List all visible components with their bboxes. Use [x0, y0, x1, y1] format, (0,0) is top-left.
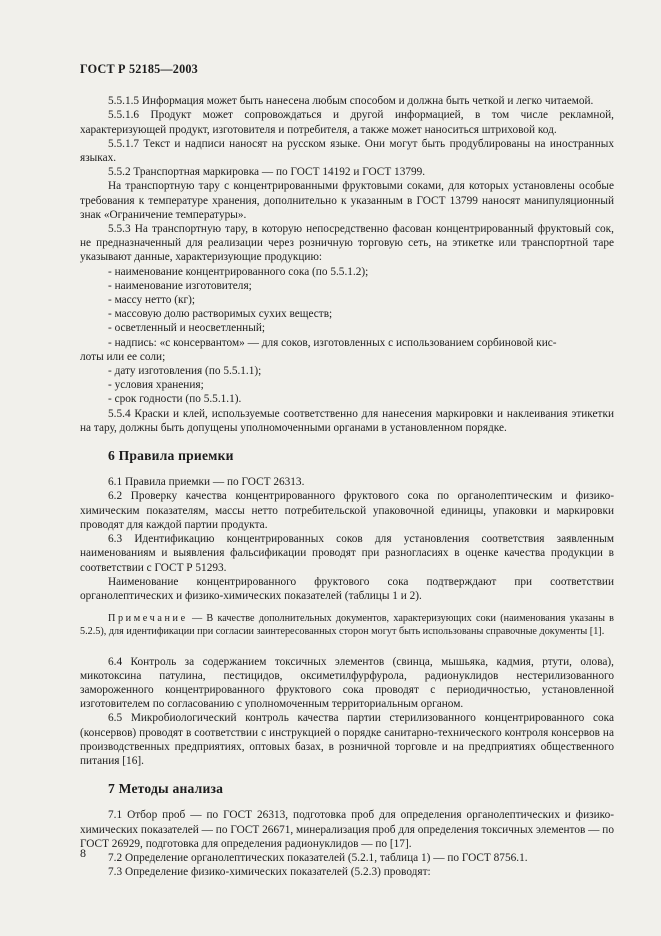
list-item: - массовую долю растворимых сухих веществ;	[108, 308, 333, 321]
note	[80, 612, 614, 638]
paragraph-5-5-4: 5.5.4 Краски и клей, используемые соответственно для нанесения маркировки и наклеивания этикетки на тару, должны быть допущены уполномоченными органами в установленном порядке.	[80, 407, 614, 434]
note-label: Примечание	[108, 613, 188, 625]
section-6-heading: 6 Правила приемки	[108, 448, 234, 464]
list-item-continuation: лоты или ее соли;	[80, 350, 166, 363]
section-7-heading: 7 Методы анализа	[108, 781, 224, 797]
list-item: - надпись: «с консервантом» — для соков, изготовленных с использованием сорбиновой кис-	[108, 336, 557, 349]
list-item: - наименование концентрированного сока (по 5.5.1.2);	[108, 265, 369, 278]
paragraph-5-5-2: 5.5.2 Транспортная маркировка — по ГОСТ 14192 и ГОСТ 13799.	[108, 166, 426, 179]
list-item: - осветленный и неосветленный;	[108, 322, 265, 335]
paragraph-6-2: 6.2 Проверку качества концентрированного фруктового сока по органолептическим и физико-химическим показателям, массы нетто потребительской упаковочной единицы, упаковки и маркировки проводят для каждой партии продукта.	[80, 490, 614, 531]
page-number: 8	[80, 846, 86, 860]
document-page	[80, 62, 614, 879]
paragraph-5-5-2-b: На транспортную тару с концентрированными фруктовыми соками, для которых установлены особые требования к температуре хранения, дополнительно к указанным в ГОСТ 13799 наносят манипуляционный знак «Ограничение температуры».	[80, 180, 614, 221]
paragraph-6-4: 6.4 Контроль за содержанием токсичных элементов (свинца, мышьяка, кадмия, ртути, олова), микотоксина патулина, пестицидов, оксиметилфурфурола, радионуклидов нестерилизованного замороженного концентрированного фруктового сока проводят с периодичностью, установленной изготовителем по согласованию с уполномоченным территориальным органом.	[80, 655, 614, 711]
paragraph-5-5-1-5: 5.5.1.5 Информация может быть нанесена любым способом и должна быть четкой и легко читаемой.	[108, 95, 594, 108]
paragraph-6-5: 6.5 Микробиологический контроль качества партии стерилизованного концентрированного сока (консервов) проводят в соответствии с инструкцией о порядке санитарно-технического контроля консервов на производственных предприятиях, оптовых базах, в розничной торговле и на предприятиях общественного питания [16].	[80, 712, 614, 767]
paragraph-5-5-3: 5.5.3 На транспортную тару, в которую непосредственно фасован концентрированный фруктовый сок, не предназначенный для реализации через розничную торговую сеть, на этикетке или транспортной таре указывают данные, характеризующие продукцию:	[80, 223, 614, 264]
paragraph-7-1: 7.1 Отбор проб — по ГОСТ 26313, подготовка проб для определения органолептических и физико-химических показателей — по ГОСТ 26671, минерализация проб для определения токсичных элементов — по ГОСТ 26929, подготовка для определения радионуклидов — по [17].	[80, 809, 614, 850]
list-item: - условия хранения;	[108, 379, 204, 392]
paragraph-6-3: 6.3 Идентификацию концентрированных соков для установления соответствия заявленным наименованиям и выявления фальсификации проводят при разногласиях в оценке качества продукции в соответствии с ГОСТ Р 51293.	[80, 533, 614, 574]
paragraph-6-1: 6.1 Правила приемки — по ГОСТ 26313.	[108, 476, 305, 489]
paragraph-6-3-b: Наименование концентрированного фруктового сока подтверждают при соответствии органолептических и физико-химических показателей (таблицы 1 и 2).	[80, 575, 614, 602]
paragraph-5-5-1-6: 5.5.1.6 Продукт может сопровождаться и другой информацией, в том числе рекламной, характеризующей продукт, изготовителя и потребителя, а также может наноситься штриховой код.	[80, 109, 614, 136]
paragraph-5-5-1-7: 5.5.1.7 Текст и надписи наносят на русском языке. Они могут быть продублированы на иностранных языках.	[80, 137, 614, 165]
list-item: - наименование изготовителя;	[108, 279, 252, 292]
paragraph-7-2: 7.2 Определение органолептических показателей (5.2.1, таблица 1) — по ГОСТ 8756.1.	[108, 851, 528, 864]
document-header: ГОСТ Р 52185—2003	[80, 62, 198, 76]
list-item: - дату изготовления (по 5.5.1.1);	[108, 365, 262, 378]
paragraph-7-3: 7.3 Определение физико-химических показателей (5.2.3) проводят:	[108, 866, 431, 879]
list-item: - срок годности (по 5.5.1.1).	[108, 393, 242, 406]
note-text: — В качестве дополнительных документов, характеризующих соки (наименования указаны в 5.2.5), для идентификации при согласии заинтересованных сторон могут быть использованы справочные документы [1].	[80, 613, 614, 638]
list-item: - массу нетто (кг);	[108, 294, 196, 307]
